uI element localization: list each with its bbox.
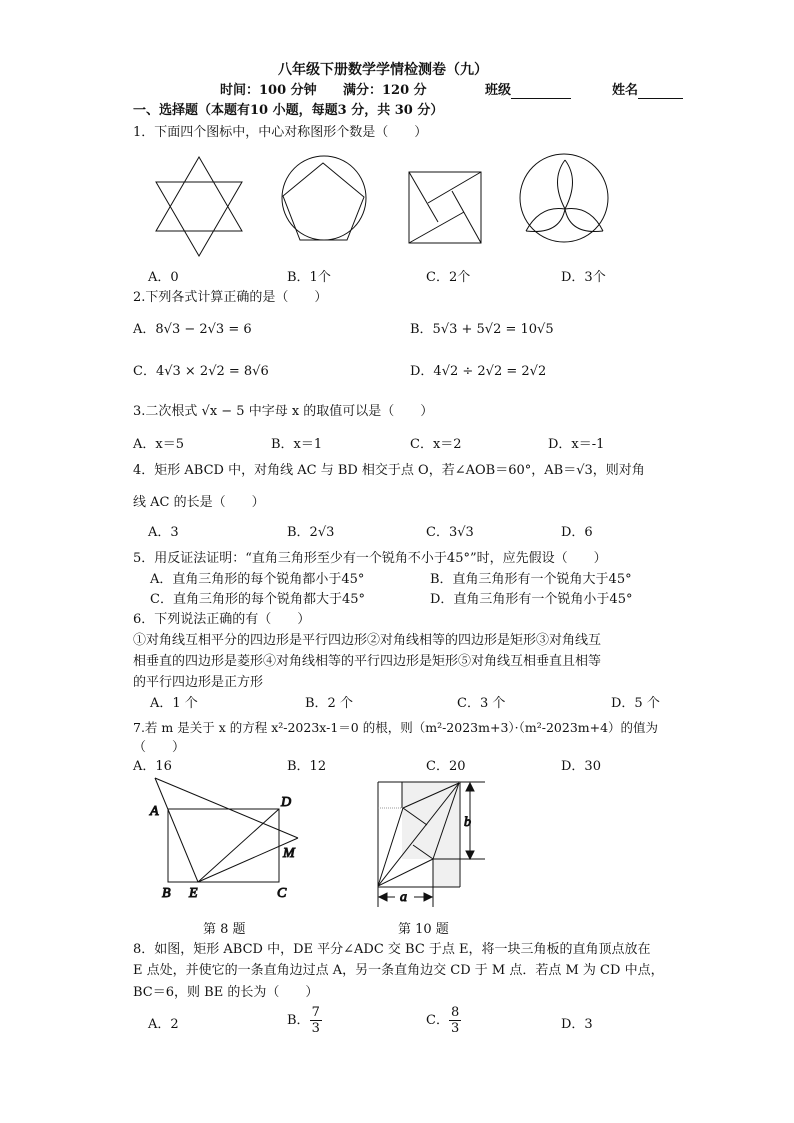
- q4-stem-line1: 4．矩形 ABCD 中，对角线 AC 与 BD 相交于点 O，若∠AOB＝60°，AB＝√3，则对角: [133, 463, 645, 478]
- fig8-label-c: C: [277, 886, 287, 901]
- fig10-caption: 第 10 题: [398, 922, 449, 937]
- q5-option-a: A．直角三角形的每个锐角都小于45°: [150, 572, 365, 587]
- q2-option-c: C．4√3 × 2√2 = 8√6: [133, 364, 269, 379]
- q8-option-d: D．3: [561, 1017, 593, 1032]
- q7-option-d: D．30: [561, 759, 601, 774]
- fraction: [310, 1005, 322, 1036]
- pentagon-in-circle-figure: [282, 156, 366, 240]
- q8-option-c: [426, 1005, 461, 1036]
- q5-option-d: D．直角三角形有一个锐角小于45°: [430, 592, 633, 607]
- fraction: [449, 1005, 461, 1036]
- q2-option-d: D．4√2 ÷ 2√2 = 2√2: [410, 364, 547, 379]
- trefoil-circle-figure: [520, 154, 608, 242]
- q8-option-b: [287, 1005, 322, 1036]
- q8-option-a: A．2: [148, 1017, 179, 1032]
- fig8-label-m: M: [283, 846, 295, 861]
- class-label: 班级: [485, 83, 512, 98]
- denominator: 3: [450, 1021, 460, 1036]
- numerator: 7: [311, 1005, 320, 1020]
- name-label: 姓名: [612, 83, 639, 98]
- q7-option-c: C．20: [426, 759, 466, 774]
- q7-option-a: A．16: [133, 759, 172, 774]
- q6-line: ①对角线互相平分的四边形是平行四边形②对角线相等的四边形是矩形③对角线互: [133, 633, 602, 648]
- q5-option-c: C．直角三角形的每个锐角都大于45°: [150, 592, 365, 607]
- fig8-label-a: A: [150, 804, 159, 819]
- q2-option-b: B．5√3 + 5√2 = 10√5: [410, 322, 554, 337]
- section-heading: 一、选择题（本题有10 小题，每题3 分，共 30 分）: [133, 103, 444, 118]
- q3-stem: 3.二次根式 √x − 5 中字母 x 的取值可以是（ ）: [133, 404, 434, 419]
- q4-stem-line2: 线 AC 的长是（ ）: [133, 495, 265, 510]
- q4-option-b: B．2√3: [287, 525, 335, 540]
- fig10-label-b: b: [464, 815, 471, 830]
- q2-stem: 2.下列各式计算正确的是（ ）: [133, 290, 328, 305]
- q7-paren: （ ）: [133, 740, 186, 755]
- exam-time: 时间：100 分钟: [220, 83, 317, 98]
- page-title: 八年级下册数学学情检测卷（九）: [278, 62, 488, 78]
- q6-option-c: C．3 个: [457, 696, 506, 711]
- q5-option-b: B．直角三角形有一个锐角大于45°: [430, 572, 632, 587]
- figure-10-square: [378, 782, 485, 907]
- q5-stem: 5．用反证法证明：“直角三角形至少有一个锐角不小于45°”时，应先假设（ ）: [133, 551, 607, 566]
- q3-option-b: B．x＝1: [271, 437, 323, 452]
- q1-option-d: D．3个: [561, 270, 606, 285]
- q1-stem: 1．下面四个图标中，中心对称图形个数是（ ）: [133, 125, 428, 140]
- q8-line: E 点处，并使它的一条直角边过点 A，另一条直角边交 CD 于 M 点．若点 M 为 CD 中点，: [133, 963, 664, 978]
- q2-option-a: A．8√3 − 2√3 = 6: [133, 322, 252, 337]
- fig8-caption: 第 8 题: [203, 922, 246, 937]
- q3-option-c: C．x＝2: [410, 437, 462, 452]
- pinwheel-square-figure: [409, 172, 481, 243]
- q1-option-b: B．1个: [287, 270, 331, 285]
- q7-option-b: B．12: [287, 759, 327, 774]
- fig10-label-a: a: [400, 890, 407, 905]
- fig8-label-d: D: [281, 795, 292, 810]
- option-label: B．: [287, 1013, 310, 1028]
- q8-line: 8．如图，矩形 ABCD 中，DE 平分∠ADC 交 BC 于点 E，将一块三角板的直角顶点放在: [133, 942, 651, 957]
- q6-line: 相垂直的四边形是菱形④对角线相等的平行四边形是矩形⑤对角线互相垂直且相等: [133, 654, 602, 669]
- q4-option-c: C．3√3: [426, 525, 474, 540]
- fig8-label-b: B: [162, 886, 171, 901]
- q4-option-a: A．3: [148, 525, 179, 540]
- q4-option-d: D．6: [561, 525, 593, 540]
- option-label: C．: [426, 1013, 449, 1028]
- q6-option-a: A．1 个: [150, 696, 198, 711]
- full-score: 满分：120 分: [343, 83, 427, 98]
- q6-stem: 6．下列说法正确的有（ ）: [133, 612, 311, 627]
- q6-option-d: D．5 个: [611, 696, 660, 711]
- q6-line: 的平行四边形是正方形: [133, 675, 264, 690]
- q3-option-d: D．x＝-1: [548, 437, 605, 452]
- q6-option-b: B．2 个: [305, 696, 353, 711]
- figure-8-rectangle: [149, 778, 298, 901]
- fig8-label-e: E: [189, 886, 198, 901]
- q3-option-a: A．x＝5: [133, 437, 184, 452]
- numerator: 8: [450, 1005, 460, 1020]
- q8-line: BC＝6，则 BE 的长为（ ）: [133, 985, 319, 1000]
- denominator: 3: [311, 1021, 320, 1036]
- q7-stem: 7.若 m 是关于 x 的方程 x²-2023x-1＝0 的根，则（m²-2023m+3）·（m²-2023m+4）的值为: [133, 720, 659, 735]
- hexagram-figure: [156, 157, 242, 256]
- q1-option-c: C．2个: [426, 270, 471, 285]
- q1-option-a: A．0: [148, 270, 179, 285]
